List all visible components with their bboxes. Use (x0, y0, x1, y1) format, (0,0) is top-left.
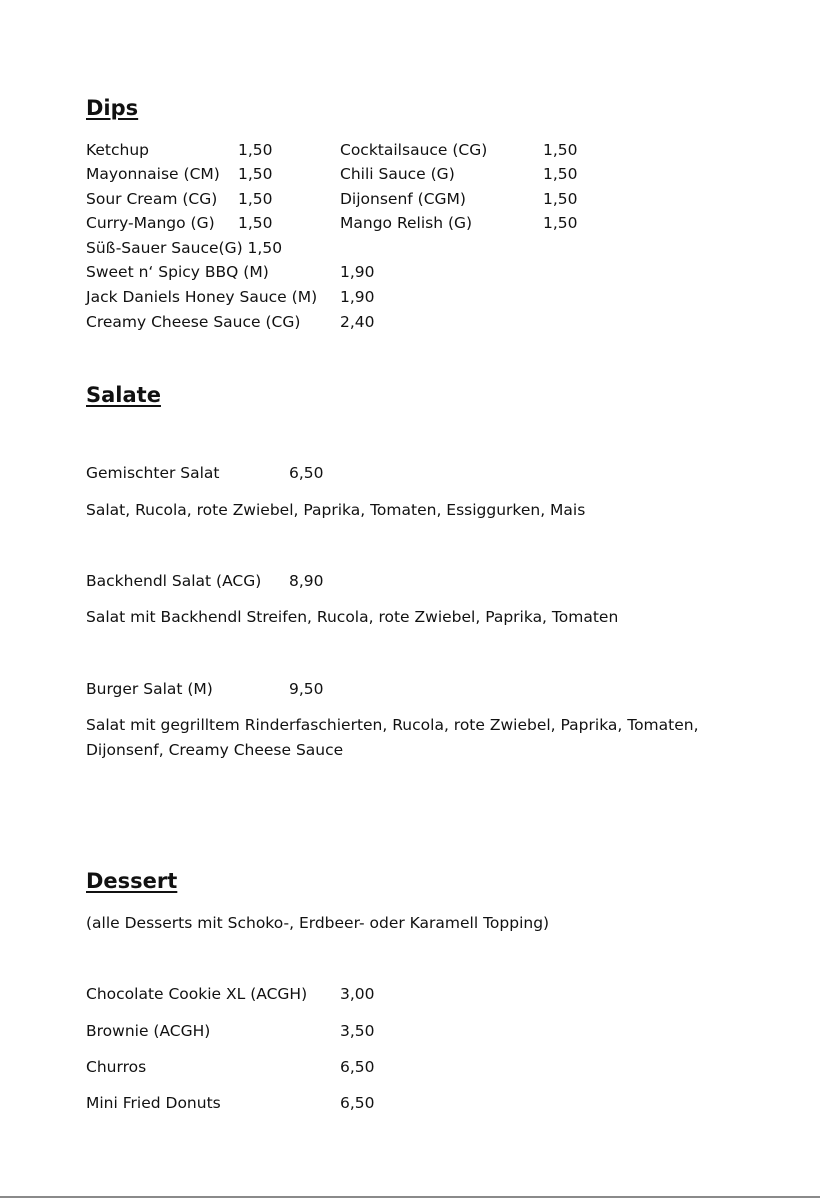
dip-name: Sour Cream (CG) (86, 190, 218, 208)
dip-name: Jack Daniels Honey Sauce (M) (86, 288, 318, 306)
dip-price: 1,50 (543, 214, 578, 232)
dip-name: Curry-Mango (G) (86, 214, 215, 232)
dip-name: Mango Relish (G) (340, 214, 473, 232)
salad-description: Salat, Rucola, rote Zwiebel, Paprika, Tomaten, Essiggurken, Mais (86, 501, 586, 519)
dip-name: Süß-Sauer Sauce(G) 1,50 (86, 239, 283, 257)
dip-price: 1,50 (238, 190, 273, 208)
dip-price: 1,50 (543, 190, 578, 208)
page-bottom-divider (0, 1196, 820, 1198)
dessert-price: 3,00 (340, 985, 375, 1003)
dip-name: Ketchup (86, 141, 150, 159)
salad-name: Backhendl Salat (ACG) (86, 572, 262, 590)
dessert-price: 3,50 (340, 1022, 375, 1040)
salad-description: Salat mit Backhendl Streifen, Rucola, rote Zwiebel, Paprika, Tomaten (86, 608, 619, 626)
dip-price: 1,90 (340, 288, 375, 306)
dip-price: 1,50 (543, 165, 578, 183)
salad-price: 6,50 (289, 464, 324, 482)
dessert-heading: Dessert (86, 869, 178, 893)
dessert-name: Mini Fried Donuts (86, 1094, 221, 1112)
salad-description: Salat mit gegrilltem Rinderfaschierten, Rucola, rote Zwiebel, Paprika, Tomaten, (86, 716, 699, 734)
dip-price: 1,50 (238, 141, 273, 159)
salad-price: 9,50 (289, 680, 324, 698)
dessert-name: Brownie (ACGH) (86, 1022, 211, 1040)
dessert-price: 6,50 (340, 1094, 375, 1112)
dessert-note: (alle Desserts mit Schoko-, Erdbeer- oder Karamell Topping) (86, 914, 550, 932)
dip-name: Sweet n‘ Spicy BBQ (M) (86, 263, 269, 281)
salate-heading: Salate (86, 383, 161, 407)
dip-price: 1,90 (340, 263, 375, 281)
dip-price: 1,50 (543, 141, 578, 159)
dip-name: Cocktailsauce (CG) (340, 141, 488, 159)
dip-name: Mayonnaise (CM) (86, 165, 220, 183)
dip-price: 1,50 (238, 214, 273, 232)
dessert-name: Churros (86, 1058, 147, 1076)
dip-name: Creamy Cheese Sauce (CG) (86, 313, 301, 331)
salad-price: 8,90 (289, 572, 324, 590)
dip-price: 1,50 (238, 165, 273, 183)
dessert-price: 6,50 (340, 1058, 375, 1076)
dip-price: 2,40 (340, 313, 375, 331)
dip-name: Chili Sauce (G) (340, 165, 455, 183)
dip-name: Dijonsenf (CGM) (340, 190, 466, 208)
salad-description-line2: Dijonsenf, Creamy Cheese Sauce (86, 741, 344, 759)
dips-heading: Dips (86, 96, 139, 120)
dessert-name: Chocolate Cookie XL (ACGH) (86, 985, 308, 1003)
salad-name: Gemischter Salat (86, 464, 220, 482)
salad-name: Burger Salat (M) (86, 680, 213, 698)
